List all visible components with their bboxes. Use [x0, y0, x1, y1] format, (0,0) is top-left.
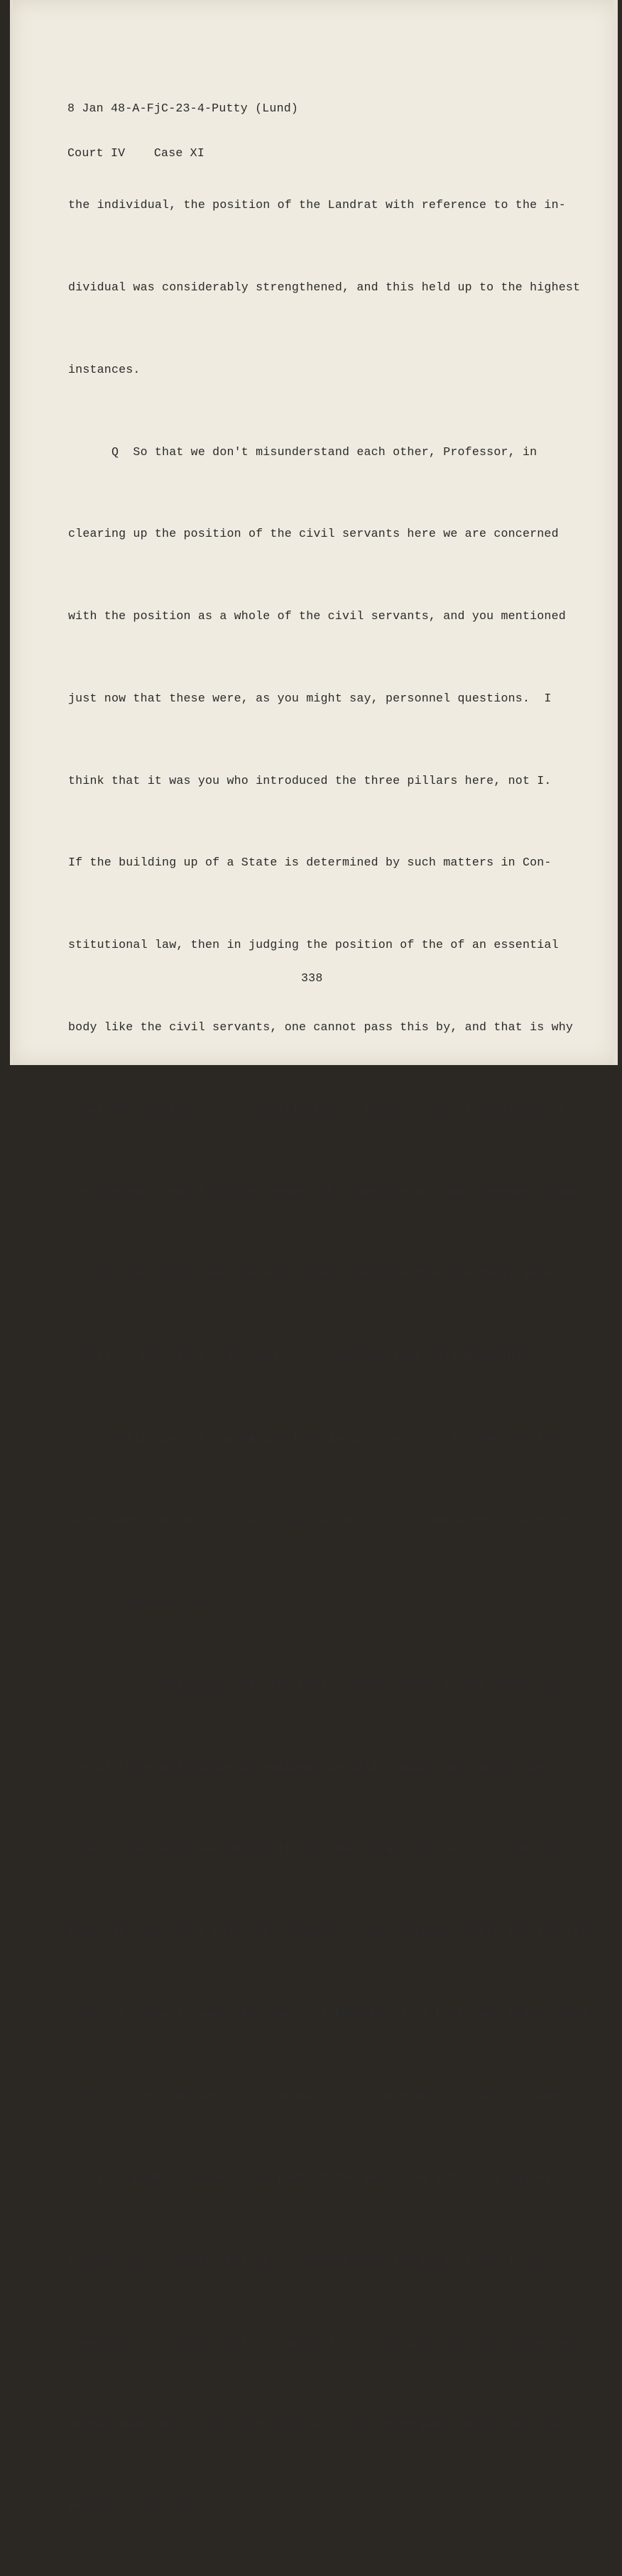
body-line-15: orders to the State. Are you of the opinion that this principle of: [68, 1349, 552, 1363]
body-line-23: time. Originally under the law of 1 December 1933 Party and State stood: [68, 2007, 588, 2021]
body-line-17: word "Constitution" with all reservations in this instance -- affected: [68, 1513, 574, 1527]
body-line-12: I put the question of the Kreisleiter in reply to your legislation of: [68, 1102, 566, 1116]
body-line-4: Q So that we don't misunderstand each other, Professor, in: [68, 444, 538, 459]
body-line-21: usually just when one needed it for some breach of law. It came into: [68, 1842, 566, 1856]
body-line-25: in other modern States. One part of the executive authority was ex-: [68, 2171, 559, 2185]
body-line-7: just now that these were, as you might say, personnel questions. I: [68, 691, 552, 705]
body-line-29: united in one hand.: [68, 2500, 205, 2514]
page-edge-left: [10, 0, 13, 1065]
body-line-3: instances.: [68, 362, 141, 376]
body-line-14: In the State there was the well-known principle that the Party gave: [68, 1267, 552, 1281]
body-line-26: ercised by the Party, but at the moment when the party found it in-: [68, 2253, 552, 2267]
body-line-22: being at some Party rally in Nurnberg or was expressed there for the first: [68, 1924, 602, 1938]
body-line-8: think that it was you who introduced the three pillars here, not I.: [68, 773, 552, 787]
body-line-2: dividual was considerably strengthened, and this held up to the highest: [68, 280, 581, 294]
body-line-5: clearing up the position of the civil servants here we are concerned: [68, 527, 559, 541]
body-line-9: If the building up of a State is determined by such matters in Con-: [68, 856, 552, 870]
page-edge-right: [613, 0, 618, 1065]
body-line-24: side by side. We had a dual principle of State which is not customary: [68, 2089, 574, 2103]
body-line-27: convenient, it pushed off its authority on the State and the second and: [68, 2335, 581, 2349]
body-line-19: A The principle that the Party issues orders to the State was: [68, 1678, 559, 1692]
transcript-body: [68, 137, 602, 2576]
body-line-16: the Constitution of the National Socialist State -- if I may use the: [68, 1431, 559, 1445]
body-line-18: actual competencies?: [68, 1595, 213, 1610]
header-court-case-line: Court IV Case XI: [67, 146, 204, 160]
body-line-20: one of those principles in National Socialism which was called upon: [68, 1760, 552, 1774]
body-line-28: normal aparatus is that the State with its three parts which are now: [68, 2418, 559, 2432]
body-line-13: the Landrat. May I perhaps repeat the question in a more general form.: [68, 1184, 581, 1199]
page-number: 338: [301, 971, 323, 985]
body-line-10: stitutional law, then in judging the position of the of an essential: [68, 938, 559, 952]
body-line-6: with the position as a whole of the civil servants, and you mentioned: [68, 609, 566, 623]
body-line-1: the individual, the position of the Landrat with reference to the in-: [68, 198, 566, 212]
body-line-11: body like the civil servants, one cannot pass this by, and that is why: [68, 1020, 574, 1034]
header-reference-line: 8 Jan 48-A-FjC-23-4-Putty (Lund): [67, 102, 299, 115]
document-page: [10, 0, 618, 2514]
